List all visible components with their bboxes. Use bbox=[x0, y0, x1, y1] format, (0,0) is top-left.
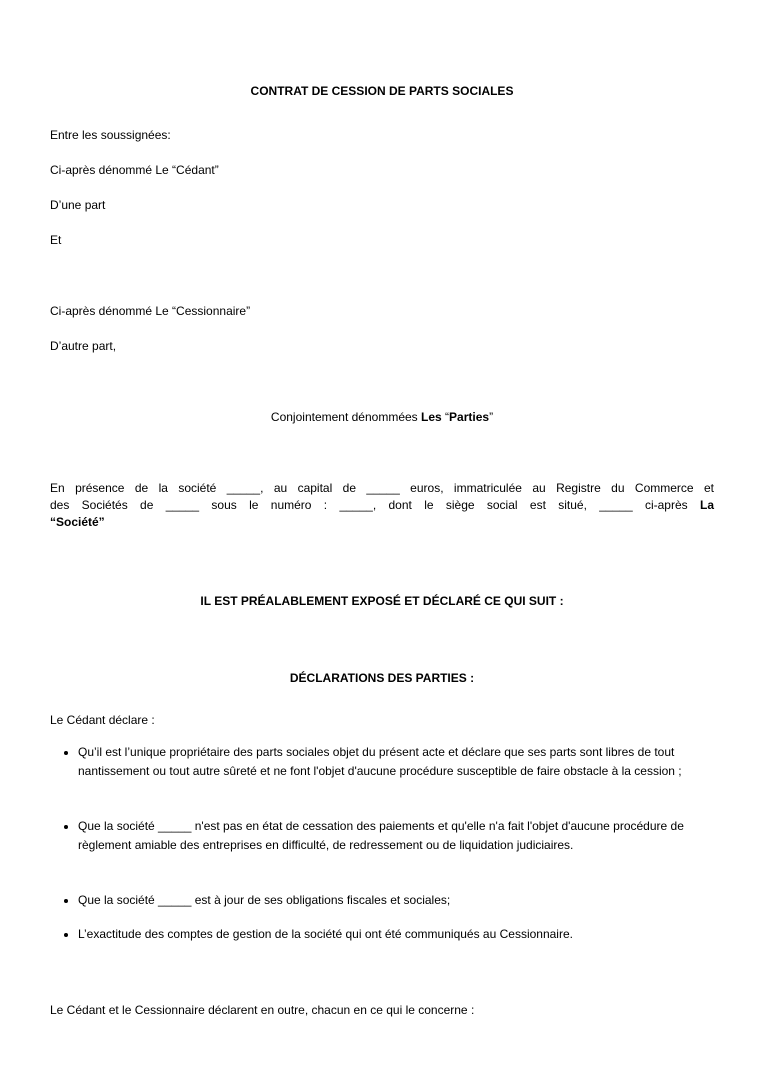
societe-line-2-text: des Sociétés de _____ sous le numéro : _____, dont le siège social est situé, _____ ci-après bbox=[50, 498, 688, 512]
expose-heading: IL EST PRÉALABLEMENT EXPOSÉ ET DÉCLARÉ CE QUI SUIT : bbox=[200, 594, 564, 608]
declarations-heading: DÉCLARATIONS DES PARTIES : bbox=[289, 671, 475, 685]
list-item: Que la société _____ est à jour de ses obligations fiscales et sociales; bbox=[78, 891, 706, 910]
societe-la: La bbox=[699, 498, 714, 512]
parties-word: Parties bbox=[449, 410, 490, 424]
parties-line bbox=[50, 409, 714, 426]
parties-quote-open: “ bbox=[441, 410, 450, 424]
cedant-declare-text: Le Cédant déclare : bbox=[50, 713, 155, 727]
list-item: Qu’il est l’unique propriétaire des parts sociales objet du présent acte et déclare que ses parts sont libres de tout nantissement ou tout autre sûreté et ne font l'objet d'aucune procédure susceptible de faire obstacle à la cession ; bbox=[78, 743, 706, 781]
closing-text: Le Cédant et le Cessionnaire déclarent en outre, chacun en ce qui le concerne : bbox=[50, 1003, 475, 1017]
societe-line-1: En présence de la société _____, au capital de _____ euros, immatriculée au Registre du Commerce et bbox=[50, 481, 714, 495]
intro-text: Entre les soussignées: bbox=[50, 128, 171, 142]
et-text: Et bbox=[50, 233, 62, 247]
document-title: CONTRAT DE CESSION DE PARTS SOCIALES bbox=[250, 84, 514, 98]
parties-quote-close: ” bbox=[489, 410, 494, 424]
parties-prefix: Conjointement dénommées bbox=[270, 410, 422, 424]
list-item: L’exactitude des comptes de gestion de la société qui ont été communiqués au Cessionnaire. bbox=[78, 925, 706, 944]
cessionnaire-line: Ci-après dénommé Le “Cessionnaire” bbox=[50, 304, 251, 318]
dune-part-text: D’une part bbox=[50, 198, 106, 212]
dautre-part-text: D’autre part, bbox=[50, 339, 117, 353]
cedant-line: Ci-après dénommé Le “Cédant” bbox=[50, 163, 219, 177]
parties-les: Les bbox=[421, 410, 442, 424]
societe-line-2 bbox=[50, 497, 714, 514]
list-item: Que la société _____ n'est pas en état de cessation des paiements et qu'elle n'a fait l'objet d'aucune procédure de règlement amiable des entreprises en difficulté, de redressement ou de liquidation judiciaires. bbox=[78, 817, 706, 855]
societe-label: “Société” bbox=[50, 515, 105, 529]
